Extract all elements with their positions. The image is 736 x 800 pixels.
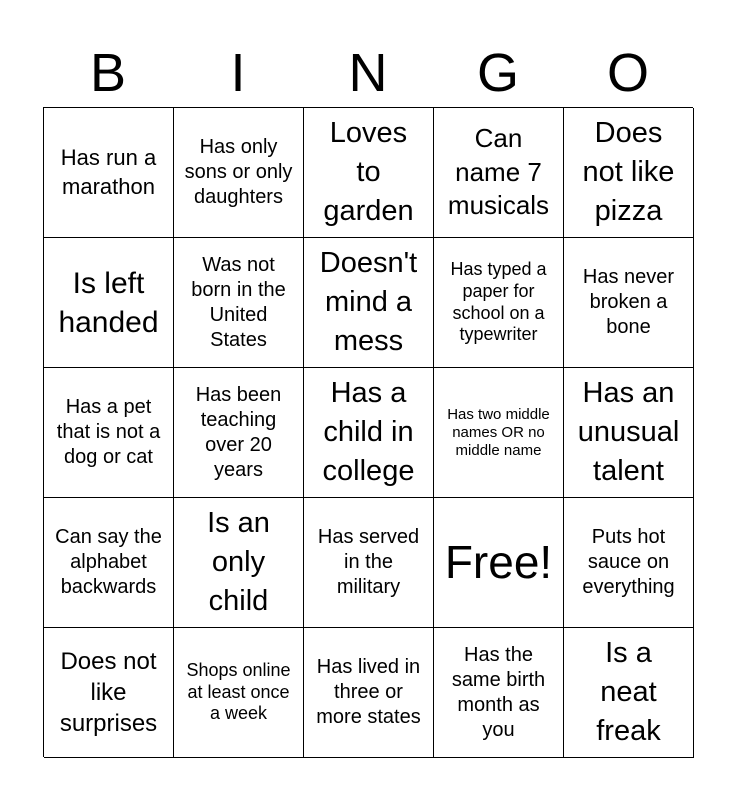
bingo-board	[43, 107, 693, 757]
bingo-cell[interactable]	[44, 368, 174, 498]
cell-text: Can say the alphabet backwards	[55, 526, 162, 598]
cell-text: Has lived in three or more states	[316, 656, 421, 728]
cell-text: Does not like pizza	[582, 116, 675, 228]
cell-text: Has a pet that is not a dog or cat	[56, 396, 161, 468]
bingo-cell[interactable]	[304, 628, 434, 758]
bingo-cell free-space[interactable]	[434, 498, 564, 628]
cell-text: Puts hot sauce on everything	[582, 526, 675, 598]
cell-text: Has only sons or only daughters	[184, 136, 293, 208]
cell-text: Has run a marathon	[60, 144, 157, 199]
bingo-cell[interactable]	[564, 108, 694, 238]
bingo-cell[interactable]	[304, 368, 434, 498]
cell-text: Has been teaching over 20 years	[195, 383, 282, 481]
bingo-cell[interactable]	[564, 238, 694, 368]
bingo-cell[interactable]	[434, 238, 564, 368]
cell-text: Has two middle names OR no middle name	[447, 405, 550, 459]
cell-text: Has served in the military	[317, 526, 420, 598]
bingo-cell[interactable]	[174, 628, 304, 758]
header-letter-g: G	[476, 43, 519, 103]
bingo-cell[interactable]	[304, 108, 434, 238]
cell-text: Does not like surprises	[59, 647, 158, 738]
bingo-cell[interactable]	[174, 108, 304, 238]
cell-text: Shops online at least once a week	[186, 660, 291, 724]
bingo-cell[interactable]	[434, 368, 564, 498]
cell-text: Is left handed	[58, 266, 159, 339]
bingo-cell[interactable]	[44, 498, 174, 628]
cell-text: Has an unusual talent	[577, 376, 680, 488]
cell-text: Has the same birth month as you	[451, 643, 546, 741]
cell-text: Can name 7 musicals	[447, 122, 550, 221]
bingo-cell[interactable]	[44, 238, 174, 368]
free-space-text: Free!	[444, 536, 553, 589]
bingo-cell[interactable]	[304, 498, 434, 628]
cell-text: Is a neat freak	[596, 636, 661, 748]
bingo-cell[interactable]	[564, 368, 694, 498]
cell-text: Has a child in college	[322, 376, 415, 488]
bingo-header	[43, 40, 693, 106]
header-letter-b: B	[89, 43, 127, 103]
bingo-cell[interactable]	[434, 108, 564, 238]
cell-text: Has typed a paper for school on a typewriter	[450, 259, 547, 345]
bingo-cell[interactable]	[44, 108, 174, 238]
bingo-cell[interactable]	[434, 628, 564, 758]
bingo-cell[interactable]	[44, 628, 174, 758]
cell-text: Loves to garden	[323, 116, 414, 228]
cell-text: Has never broken a bone	[582, 266, 675, 338]
bingo-cell[interactable]	[174, 498, 304, 628]
bingo-cell[interactable]	[174, 368, 304, 498]
bingo-cell[interactable]	[174, 238, 304, 368]
cell-text: Doesn't mind a mess	[319, 246, 418, 358]
bingo-cell[interactable]	[564, 498, 694, 628]
header-letter-o: O	[606, 43, 649, 103]
header-letter-n: N	[348, 43, 388, 103]
cell-text: Was not born in the United States	[191, 253, 286, 351]
bingo-cell[interactable]	[564, 628, 694, 758]
header-letter-i: I	[230, 43, 246, 103]
bingo-cell[interactable]	[304, 238, 434, 368]
cell-text: Is an only child	[207, 506, 270, 618]
